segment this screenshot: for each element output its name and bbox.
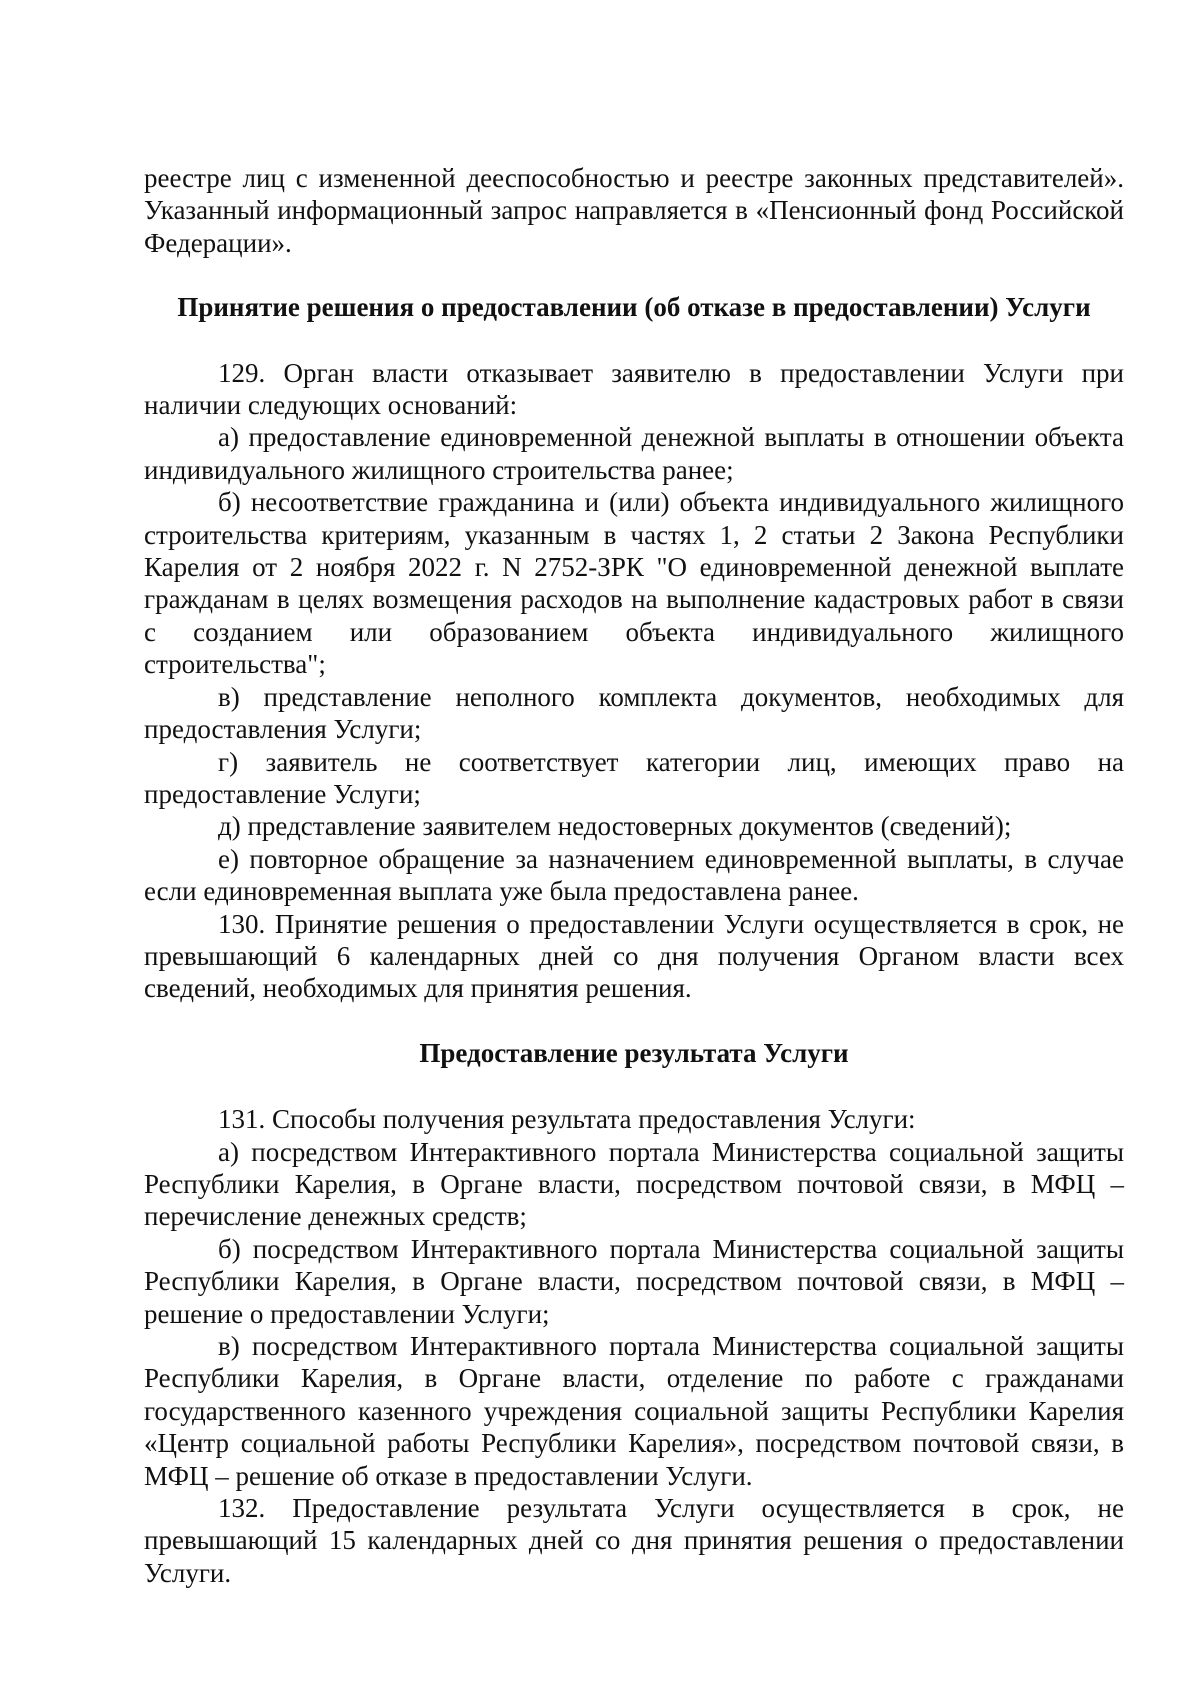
list-item-v: в) представление неполного комплекта документов, необходимых для предоставления Услуги; [144, 681, 1124, 745]
list-item-g: г) заявитель не соответствует категории лиц, имеющих право на предоставление Услуги; [144, 746, 1124, 809]
document-page [144, 162, 1124, 1589]
paragraph-130: 130. Принятие решения о предоставлении Услуги осуществляется в срок, не превышающий 6 календарных дней со дня получения Органом власти всех сведений, необходимых для принятия решения. [144, 908, 1124, 1004]
paragraph-131: 131. Способы получения результата предоставления Услуги: [218, 1104, 916, 1135]
paragraph-continuation: реестре лиц с измененной дееспособностью и реестре законных представителей». Указанный информационный запрос направляется в «Пенсионный фонд Российской Федерации». [144, 163, 1124, 258]
section-heading-decision: Принятие решения о предоставлении (об отказе в предоставлении) Услуги [177, 292, 1091, 323]
list-item-d: д) представление заявителем недостоверных документов (сведений); [218, 811, 1012, 842]
list-item-a: а) посредством Интерактивного портала Министерства социальной защиты Республики Карелия, в Органе власти, посредством почтовой связи, в МФЦ – перечисление денежных средств; [144, 1136, 1124, 1232]
list-item-v: в) посредством Интерактивного портала Министерства социальной защиты Республики Карелия, в Органе власти, отделение по работе с гражданами государственного казенного учреждения социальной защиты Республики Карелия «Центр социальной работы Республики Карелия», посредством почтовой связи, в МФЦ – решение об отказе в предоставлении Услуги. [144, 1331, 1124, 1491]
list-item-b: б) посредством Интерактивного портала Министерства социальной защиты Республики Карелия, в Органе власти, посредством почтовой связи, в МФЦ – решение о предоставлении Услуги; [144, 1233, 1124, 1329]
paragraph-129: 129. Орган власти отказывает заявителю в предоставлении Услуги при наличии следующих оснований: [144, 357, 1124, 421]
list-item-a: а) предоставление единовременной денежной выплаты в отношении объекта индивидуального жилищного строительства ранее; [144, 422, 1124, 485]
paragraph-132: 132. Предоставление результата Услуги осуществляется в срок, не превышающий 15 календарных дней со дня принятия решения о предоставлении Услуги. [144, 1493, 1124, 1588]
list-item-b: б) несоответствие гражданина и (или) объекта индивидуального жилищного строительства критериям, указанным в частях 1, 2 статьи 2 Закона Республики Карелия от 2 ноября 2022 г. N 2752-ЗРК "О единовременной денежной выплате гражданам в целях возмещения расходов на выполнение кадастровых работ в связи с созданием или образованием объекта индивидуального жилищного строительства"; [144, 487, 1124, 680]
list-item-e: е) повторное обращение за назначением единовременной выплаты, в случае если единовременная выплата уже была предоставлена ранее. [144, 843, 1124, 907]
section-heading-result: Предоставление результата Услуги [419, 1037, 849, 1068]
